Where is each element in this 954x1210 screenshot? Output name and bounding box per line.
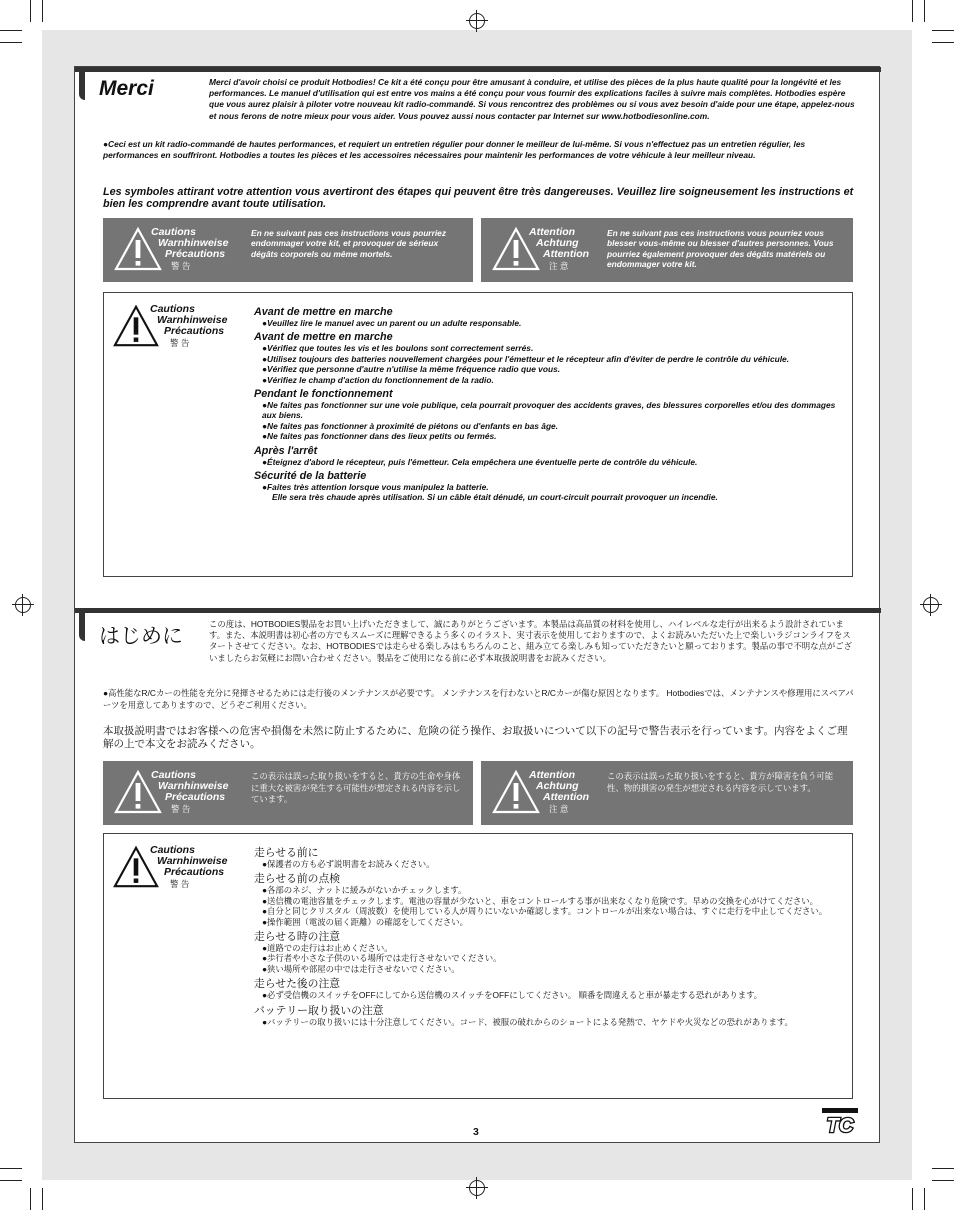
- crop-mark: [932, 30, 954, 31]
- caution-label: Cautions Warnhinweise Précautions 警 告: [151, 226, 229, 271]
- french-safety-sections: [254, 303, 844, 503]
- page-number: 3: [473, 1126, 479, 1138]
- safety-section-title: バッテリー取り扱いの注意: [254, 1004, 384, 1017]
- caution-legend-text: En ne suivant pas ces instructions vous pourriez endommager votre kit, et provoquer de sérieux dégâts corporels ou même mortels.: [251, 228, 447, 259]
- caution-label: Cautions Warnhinweise Précautions 警 告: [150, 303, 228, 348]
- safety-item: ●道路での走行はお止めください。: [262, 943, 393, 954]
- section-top-bar: [75, 67, 881, 72]
- japanese-heading: はじめに: [99, 625, 183, 648]
- safety-item: ●Vérifiez que personne d'autre n'utilise la même fréquence radio que vous.: [262, 364, 561, 375]
- crop-mark: [0, 30, 22, 31]
- crop-mark: [0, 1168, 22, 1169]
- safety-item: ●歩行者や小さな子供のいる場所では走行させないでください。: [262, 953, 502, 964]
- french-symbols-heading: Les symboles attirant votre attention vous avertiront des étapes qui peuvent être très dangereuses. Veuillez lire soigneusement les instructions et bien les comprendre avant toute utilisation.: [103, 186, 854, 210]
- safety-section: [254, 847, 844, 869]
- attention-legend: [481, 218, 853, 282]
- safety-item: ●Ne faites pas fonctionner dans des lieux petits ou fermés.: [262, 431, 497, 442]
- safety-item: ●Vérifiez que toutes les vis et les boulons sont correctement serrés.: [262, 343, 534, 354]
- manual-page: [74, 66, 880, 1143]
- crop-mark: [30, 0, 31, 22]
- safety-item: ●Ne faites pas fonctionner sur une voie publique, cela pourrait provoquer des accidents graves, des blessures corporelles et/ou des dommages aux biens.: [262, 400, 836, 421]
- safety-section: [254, 873, 844, 927]
- japanese-symbols-heading: 本取扱説明書ではお客様への危害や損傷を未然に防止するために、危険の従う操作、お取扱いについて以下の記号で警告表示を行っています。内容をよくご理解の上で本文をお読みください。: [103, 725, 848, 750]
- attention-label: Attention Achtung Attention 注 意: [529, 769, 590, 814]
- crop-mark: [42, 1188, 43, 1210]
- safety-section-title: 走らせた後の注意: [254, 978, 341, 991]
- french-caution-box: [103, 292, 853, 577]
- crop-mark: [924, 1188, 925, 1210]
- crop-mark: [0, 1180, 22, 1181]
- safety-item: ●自分と同じクリスタル（周波数）を使用している人が周りにいないか確認します。コントロールが出来ない場合は、すぐに走行を中止してください。: [262, 906, 828, 917]
- crop-mark: [912, 0, 913, 22]
- caution-label: Cautions Warnhinweise Précautions 警 告: [150, 844, 228, 889]
- safety-section-title: Sécurité de la batterie: [254, 470, 367, 483]
- safety-item: Elle sera très chaude après utilisation. Si un câble était dénudé, un court-circuit pourrait provoquer un incendie.: [272, 492, 718, 503]
- safety-section: [254, 388, 844, 442]
- safety-item: ●必ず受信機のスイッチをOFFにしてから送信機のスイッチをOFFにしてください。 順番を間違えると車が暴走する恐れがあります。: [262, 990, 763, 1001]
- attention-label: Attention Achtung Attention 注 意: [529, 226, 590, 271]
- crop-mark: [924, 0, 925, 22]
- safety-section-title: Avant de mettre en marche: [254, 331, 393, 344]
- caution-label: Cautions Warnhinweise Précautions 警 告: [151, 769, 229, 814]
- caution-legend: [103, 218, 473, 282]
- section-tab: [79, 72, 85, 100]
- crop-mark: [42, 0, 43, 22]
- caution-legend-text: この表示は誤った取り扱いをすると、貴方の生命や身体に重大な被害が発生する可能性が想定される内容を示しています。: [251, 771, 461, 805]
- section-tab: [79, 613, 85, 641]
- safety-item: ●Faites très attention lorsque vous manipulez la batterie.: [262, 482, 489, 493]
- safety-section: [254, 445, 844, 467]
- safety-section: [254, 931, 844, 974]
- safety-section: [254, 331, 844, 385]
- japanese-intro: この度は、HOTBODIES製品をお買い上げいただきまして、誠にありがとうございます。本製品は高品質の材料を使用し、ハイレベルな走行が出来るよう設計されています。また、本説明書は初心者の方でもスムーズに理解できるよう多くのイラスト、実寸表示を使用しておりますので、よくお読みいただいた上で楽しいラジコンライフをスタートさせてください。なお、HOTBODIESでは走らせる楽しみはもちろんのこと、組み立てる楽しみも知っていただきたいと願っております。製品の事で不明な点がございましたらお気軽にお問い合わせください。製品をご使用になる前に必ず本取扱説明書をお読みください。: [209, 619, 853, 663]
- registration-mark-icon: [469, 13, 485, 29]
- french-intro: Merci d'avoir choisi ce produit Hotbodies! Ce kit a été conçu pour être amusant à conduire, et utilise des pièces de la plus haute qualité pour la longévité et les performances. Le manuel d'utilisation qui est entre vos mains a été conçu pour vous fournir des explications faciles à suivre mais complètes. Hotbodies espère que vous aurez plaisir à piloter votre nouveau kit radio-commandé. Si vous rencontrez des problèmes ou si vous avez besoin d'aide pour une étape, appelez-nous et nous ferons de notre mieux pour vous aider. Vous pouvez aussi nous contacter par Internet sur www.hotbodiesonline.com.: [209, 77, 855, 121]
- crop-mark: [912, 1188, 913, 1210]
- crop-mark: [0, 42, 22, 43]
- french-heading: Merci: [99, 77, 154, 100]
- japanese-maintenance-note: ●高性能なR/Cカーの性能を充分に発揮させるためには走行後のメンテナンスが必要です。 メンテナンスを行わないとR/Cカーが傷む原因となります。 Hotbodiesでは、メンテナンスや修理用にスペアパーツを用意してありますので、どうぞご利用ください。: [103, 688, 854, 710]
- registration-mark-icon: [923, 597, 939, 613]
- safety-item: ●操作範囲（電波の届く距離）の確認をしてください。: [262, 916, 469, 927]
- safety-section-title: 走らせる前の点検: [254, 873, 341, 886]
- section-top-bar: [75, 608, 881, 613]
- safety-section-title: 走らせる時の注意: [254, 931, 341, 944]
- safety-section-title: Pendant le fonctionnement: [254, 388, 393, 401]
- crop-mark: [932, 1168, 954, 1169]
- safety-item: ●Veuillez lire le manuel avec un parent ou un adulte responsable.: [262, 318, 522, 328]
- tc-logo-icon: [821, 1107, 859, 1135]
- safety-section-title: Après l'arrêt: [254, 444, 318, 457]
- safety-item: ●狭い場所や部屋の中では走行させないでください。: [262, 963, 460, 974]
- safety-item: ●Ne faites pas fonctionner à proximité de piétons ou d'enfants en bas âge.: [262, 420, 559, 431]
- registration-mark-icon: [15, 597, 31, 613]
- logo-text: TC: [826, 1115, 854, 1135]
- safety-section: [254, 470, 844, 503]
- safety-item: ●各部のネジ、ナットに緩みがないかチェックします。: [262, 885, 467, 896]
- safety-section: [254, 978, 844, 1000]
- safety-item: ●Utilisez toujours des batteries nouvellement chargées pour l'émetteur et le récepteur afin d'éviter de perdre le contrôle du véhicule.: [262, 353, 790, 364]
- registration-mark-icon: [469, 1180, 485, 1196]
- attention-legend-text: En ne suivant pas ces instructions vous pourriez vous blesser vous-même ou blesser d'autres personnes. Vous pourriez également provoquer des dégâts matériels ou endommager votre kit.: [607, 228, 834, 270]
- caution-legend: [103, 761, 473, 825]
- safety-item: ●バッテリーの取り扱いには十分注意してください。コード、被服の破れからのショートによる発熱で、ヤケドや火災などの恐れがあります。: [262, 1016, 793, 1027]
- safety-item: ●Vérifiez le champ d'action du fonctionnement de la radio.: [262, 374, 494, 385]
- safety-section-title: 走らせる前に: [254, 847, 319, 859]
- safety-section-title: Avant de mettre en marche: [254, 306, 393, 318]
- safety-section: [254, 306, 844, 328]
- japanese-caution-box: [103, 833, 853, 1099]
- attention-legend: [481, 761, 853, 825]
- attention-legend-text: この表示は誤った取り扱いをすると、貴方が障害を負う可能性、物的損害の発生が想定される内容を示しています。: [607, 771, 834, 793]
- crop-mark: [30, 1188, 31, 1210]
- french-maintenance-note: ●Ceci est un kit radio-commandé de hautes performances, et requiert un entretien régulier pour donner le meilleur de lui-même. Si vous n'effectuez pas un entretien régulier, les performances en souffriront. Hotbodies a toutes les pièces et les accessoires nécessaires pour maintenir les performances de votre véhicule à leur meilleur niveau.: [103, 139, 806, 160]
- safety-item: ●Éteignez d'abord le récepteur, puis l'émetteur. Cela empêchera une éventuelle perte de contrôle du véhicule.: [262, 456, 698, 467]
- crop-mark: [932, 42, 954, 43]
- crop-mark: [932, 1180, 954, 1181]
- safety-item: ●送信機の電池容量をチェックします。電池の容量が少ないと、車をコントロールする事が出来なくなり危険です。早めの交換を心がけてください。: [262, 895, 819, 906]
- safety-item: ●保護者の方も必ず説明書をお読みください。: [262, 859, 435, 869]
- japanese-safety-sections: [254, 844, 844, 1027]
- safety-section: [254, 1005, 844, 1027]
